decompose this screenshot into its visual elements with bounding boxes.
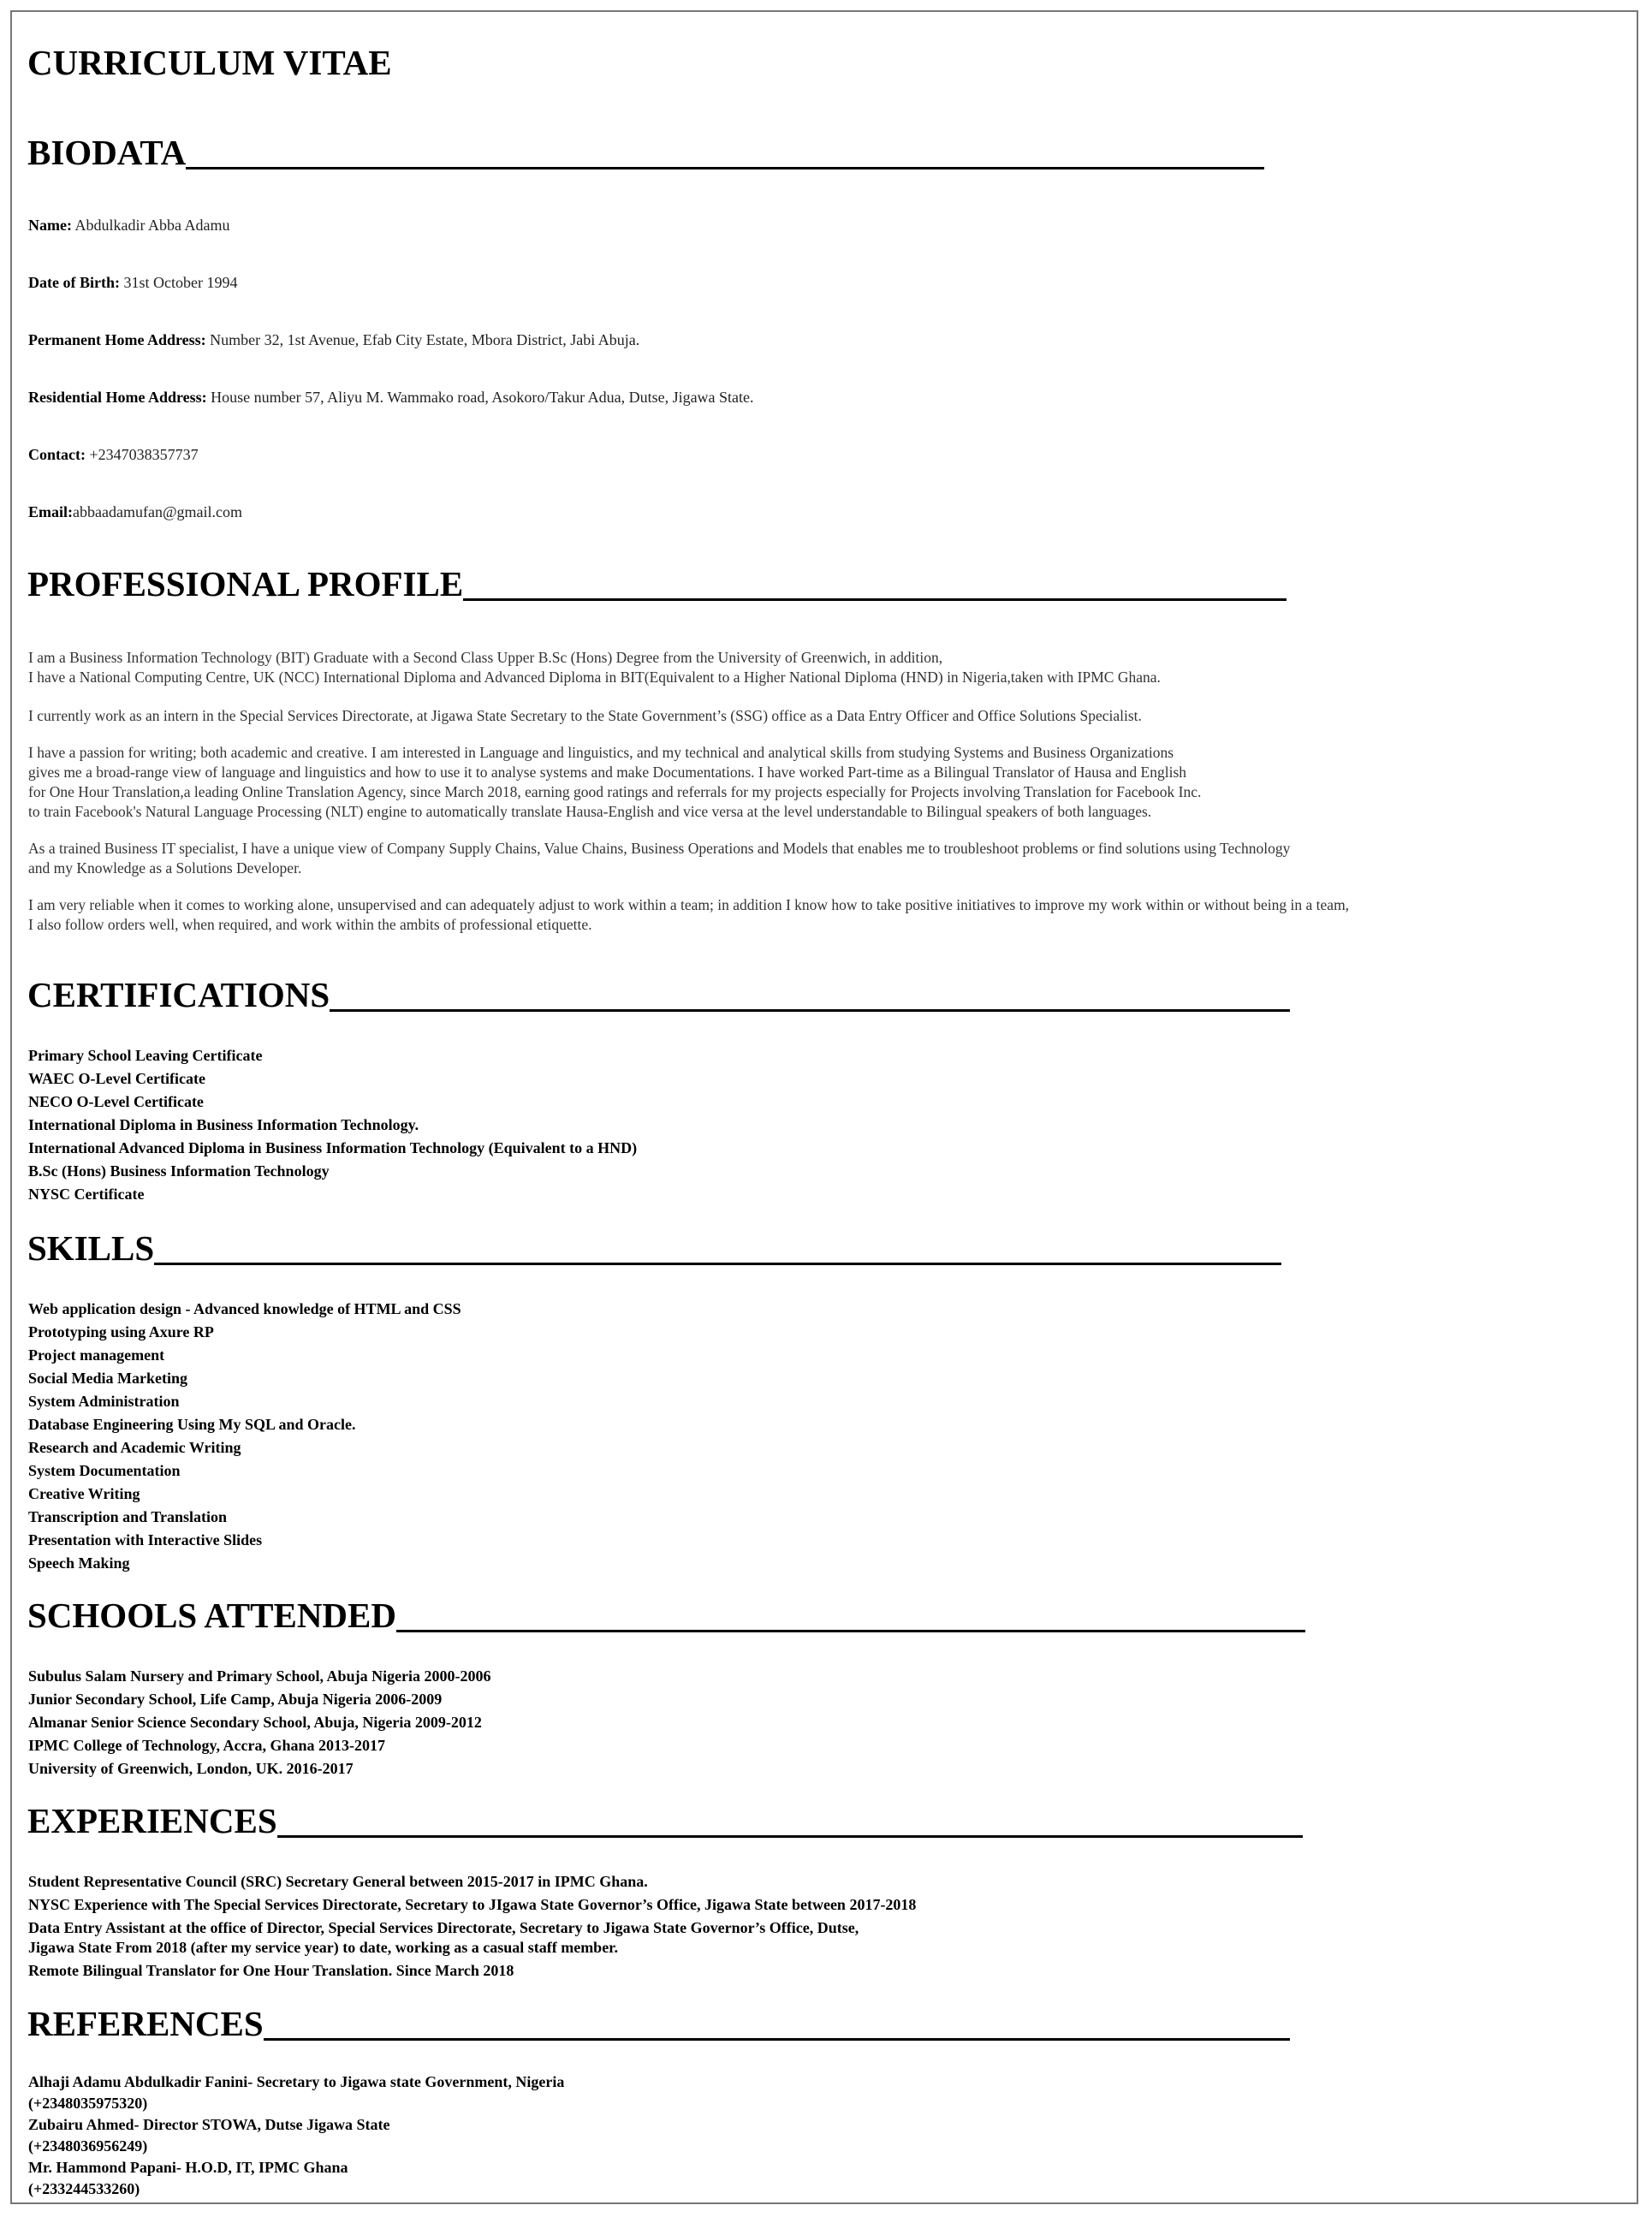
experiences-list (28, 1870, 916, 1982)
residential-address-field (28, 389, 754, 405)
schools-section-header (27, 1598, 1305, 1633)
dob-field (28, 275, 237, 290)
certifications-list (28, 1044, 637, 1206)
certifications-rule (330, 1009, 1290, 1012)
profile-paragraph: I am a Business Information Technology (BIT) Graduate with a Second Class Upper B.Sc (Hons) Degree from the University of Greenwich, in addition, I have a National Computing Centre, UK (NCC) International Diploma and Advanced Diploma in BIT(Equivalent to a Higher National Diploma (HND) in Nigeria,taken with IPMC Ghana. (28, 649, 1161, 686)
reference-phone: (+233244533260) (28, 2180, 140, 2197)
dob-label: Date of Birth: (28, 274, 120, 291)
list-item: Student Representative Council (SRC) Secretary General between 2015-2017 in IPMC Ghana. (28, 1873, 648, 1890)
list-item: Project management (28, 1346, 165, 1364)
reference-phone: (+2348035975320) (28, 2095, 148, 2112)
list-item: Transcription and Translation (28, 1508, 228, 1525)
list-item: IPMC College of Technology, Accra, Ghana 2013-2017 (28, 1737, 385, 1754)
biodata-section-header (27, 135, 1264, 170)
skills-heading: SKILLS (27, 1228, 155, 1268)
contact-label: Contact: (28, 446, 86, 463)
list-item: Almanar Senior Science Secondary School, Abuja, Nigeria 2009-2012 (28, 1714, 482, 1731)
list-item: System Administration (28, 1393, 180, 1410)
list-item: Web application design - Advanced knowledge of HTML and CSS (28, 1300, 461, 1317)
reference-name: Zubairu Ahmed- Director STOWA, Dutse Jigawa State (28, 2116, 390, 2133)
name-field (28, 217, 229, 233)
list-item: Presentation with Interactive Slides (28, 1531, 263, 1548)
list-item: System Documentation (28, 1462, 181, 1479)
biodata-heading: BIODATA (27, 133, 187, 172)
references-heading: REFERENCES (27, 2004, 264, 2043)
schools-rule (396, 1630, 1305, 1632)
skills-rule (154, 1263, 1281, 1265)
list-item: International Diploma in Business Information Technology. (28, 1116, 419, 1133)
reference-name: Mr. Hammond Papani- H.O.D, IT, IPMC Ghana (28, 2159, 348, 2176)
list-item: Prototyping using Axure RP (28, 1323, 214, 1340)
name-label: Name: (28, 217, 72, 234)
list-item: Primary School Leaving Certificate (28, 1047, 263, 1064)
email-field (28, 504, 242, 520)
reference-name: Alhaji Adamu Abdulkadir Fanini- Secretary to Jigawa state Government, Nigeria (28, 2073, 565, 2090)
profile-paragraph: As a trained Business IT specialist, I have a unique view of Company Supply Chains, Value Chains, Business Operations and Models that enables me to troubleshoot problems or find solutions using Technology and my Knowledge as a Solutions Developer. (28, 840, 1291, 877)
experiences-section-header (27, 1801, 1303, 1840)
biodata-rule (186, 167, 1264, 169)
list-item: Database Engineering Using My SQL and Oracle. (28, 1416, 356, 1433)
list-item: International Advanced Diploma in Business Information Technology (Equivalent to a HND) (28, 1139, 638, 1156)
profile-paragraph: I have a passion for writing; both academic and creative. I am interested in Language and linguistics, and my technical and analytical skills from studying Systems and Business Organizations gives me a broad-range view of language and linguistics and how to use it to analyse systems and make Documentations. I have worked Part-time as a Bilingual Translator of Hausa and English for One Hour Translation,a leading Online Translation Agency, since March 2018, earning good ratings and referrals for my projects especially for Projects involving Translation for Facebook Inc. to train Facebook's Natural Language Processing (NLT) engine to automatically translate Hausa-English and vice versa at the level understandable to Bilingual speakers of both languages. (28, 744, 1202, 820)
list-item: Speech Making (28, 1554, 130, 1572)
profile-paragraph: I am very reliable when it comes to working alone, unsupervised and can adequately adjust to work within a team; in addition I know how to take positive initiatives to improve my work within or without being in a team, I also follow orders well, when required, and work within the ambits of professional etiquette. (28, 896, 1350, 933)
list-item: NYSC Certificate (28, 1186, 145, 1203)
list-item: Social Media Marketing (28, 1370, 187, 1387)
permanent-address-field (28, 332, 639, 348)
contact-field (28, 447, 199, 462)
dob-value: 31st October 1994 (119, 274, 238, 291)
name-value: Abdulkadir Abba Adamu (71, 217, 230, 234)
experiences-heading: EXPERIENCES (27, 1801, 277, 1840)
list-item: Research and Academic Writing (28, 1439, 241, 1456)
list-item: University of Greenwich, London, UK. 2016-2017 (28, 1760, 354, 1777)
list-item: NYSC Experience with The Special Services Directorate, Secretary to JIgawa State Governor’s Office, Jigawa State between 2017-2018 (28, 1896, 917, 1913)
list-item: Remote Bilingual Translator for One Hour Translation. Since March 2018 (28, 1962, 514, 1979)
schools-list (28, 1665, 491, 1780)
list-item: WAEC O-Level Certificate (28, 1070, 205, 1087)
skills-list (28, 1298, 461, 1575)
residential-address-value: House number 57, Aliyu M. Wammako road, Asokoro/Takur Adua, Dutse, Jigawa State. (206, 389, 754, 406)
email-label: Email: (28, 503, 73, 520)
experiences-rule (277, 1835, 1303, 1838)
list-item: B.Sc (Hons) Business Information Technology (28, 1162, 330, 1180)
residential-address-label: Residential Home Address: (28, 389, 207, 406)
list-item: Subulus Salam Nursery and Primary School, Abuja Nigeria 2000-2006 (28, 1667, 491, 1685)
certifications-section-header (27, 975, 1290, 1014)
document-title: CURRICULUM VITAE (27, 43, 392, 82)
reference-phone: (+2348036956249) (28, 2137, 148, 2155)
permanent-address-label: Permanent Home Address: (28, 331, 206, 348)
list-item: NECO O-Level Certificate (28, 1093, 204, 1110)
references-list (28, 2071, 564, 2200)
certifications-heading: CERTIFICATIONS (27, 975, 330, 1014)
list-item: Creative Writing (28, 1485, 140, 1502)
references-rule (264, 2038, 1290, 2041)
schools-heading: SCHOOLS ATTENDED (27, 1596, 397, 1635)
profile-section-header (27, 564, 1287, 603)
permanent-address-value: Number 32, 1st Avenue, Efab City Estate, Mbora District, Jabi Abuja. (205, 331, 640, 348)
list-item: Junior Secondary School, Life Camp, Abuja Nigeria 2006-2009 (28, 1691, 443, 1708)
contact-value: +2347038357737 (85, 446, 199, 463)
email-value[interactable]: abbaadamufan@gmail.com (73, 503, 242, 520)
skills-section-header (27, 1228, 1281, 1268)
profile-paragraph: I currently work as an intern in the Special Services Directorate, at Jigawa State Secretary to the State Government’s (SSG) office as a Data Entry Officer and Office Solutions Specialist. (28, 707, 1142, 724)
profile-rule (463, 598, 1287, 601)
profile-heading: PROFESSIONAL PROFILE (27, 564, 464, 603)
references-section-header (27, 2006, 1290, 2042)
list-item: Data Entry Assistant at the office of Director, Special Services Directorate, Secretary to Jigawa State Governor’s Office, Dutse, Jigawa State From 2018 (after my service year) to date, working as a casual staff member. (28, 1919, 859, 1956)
